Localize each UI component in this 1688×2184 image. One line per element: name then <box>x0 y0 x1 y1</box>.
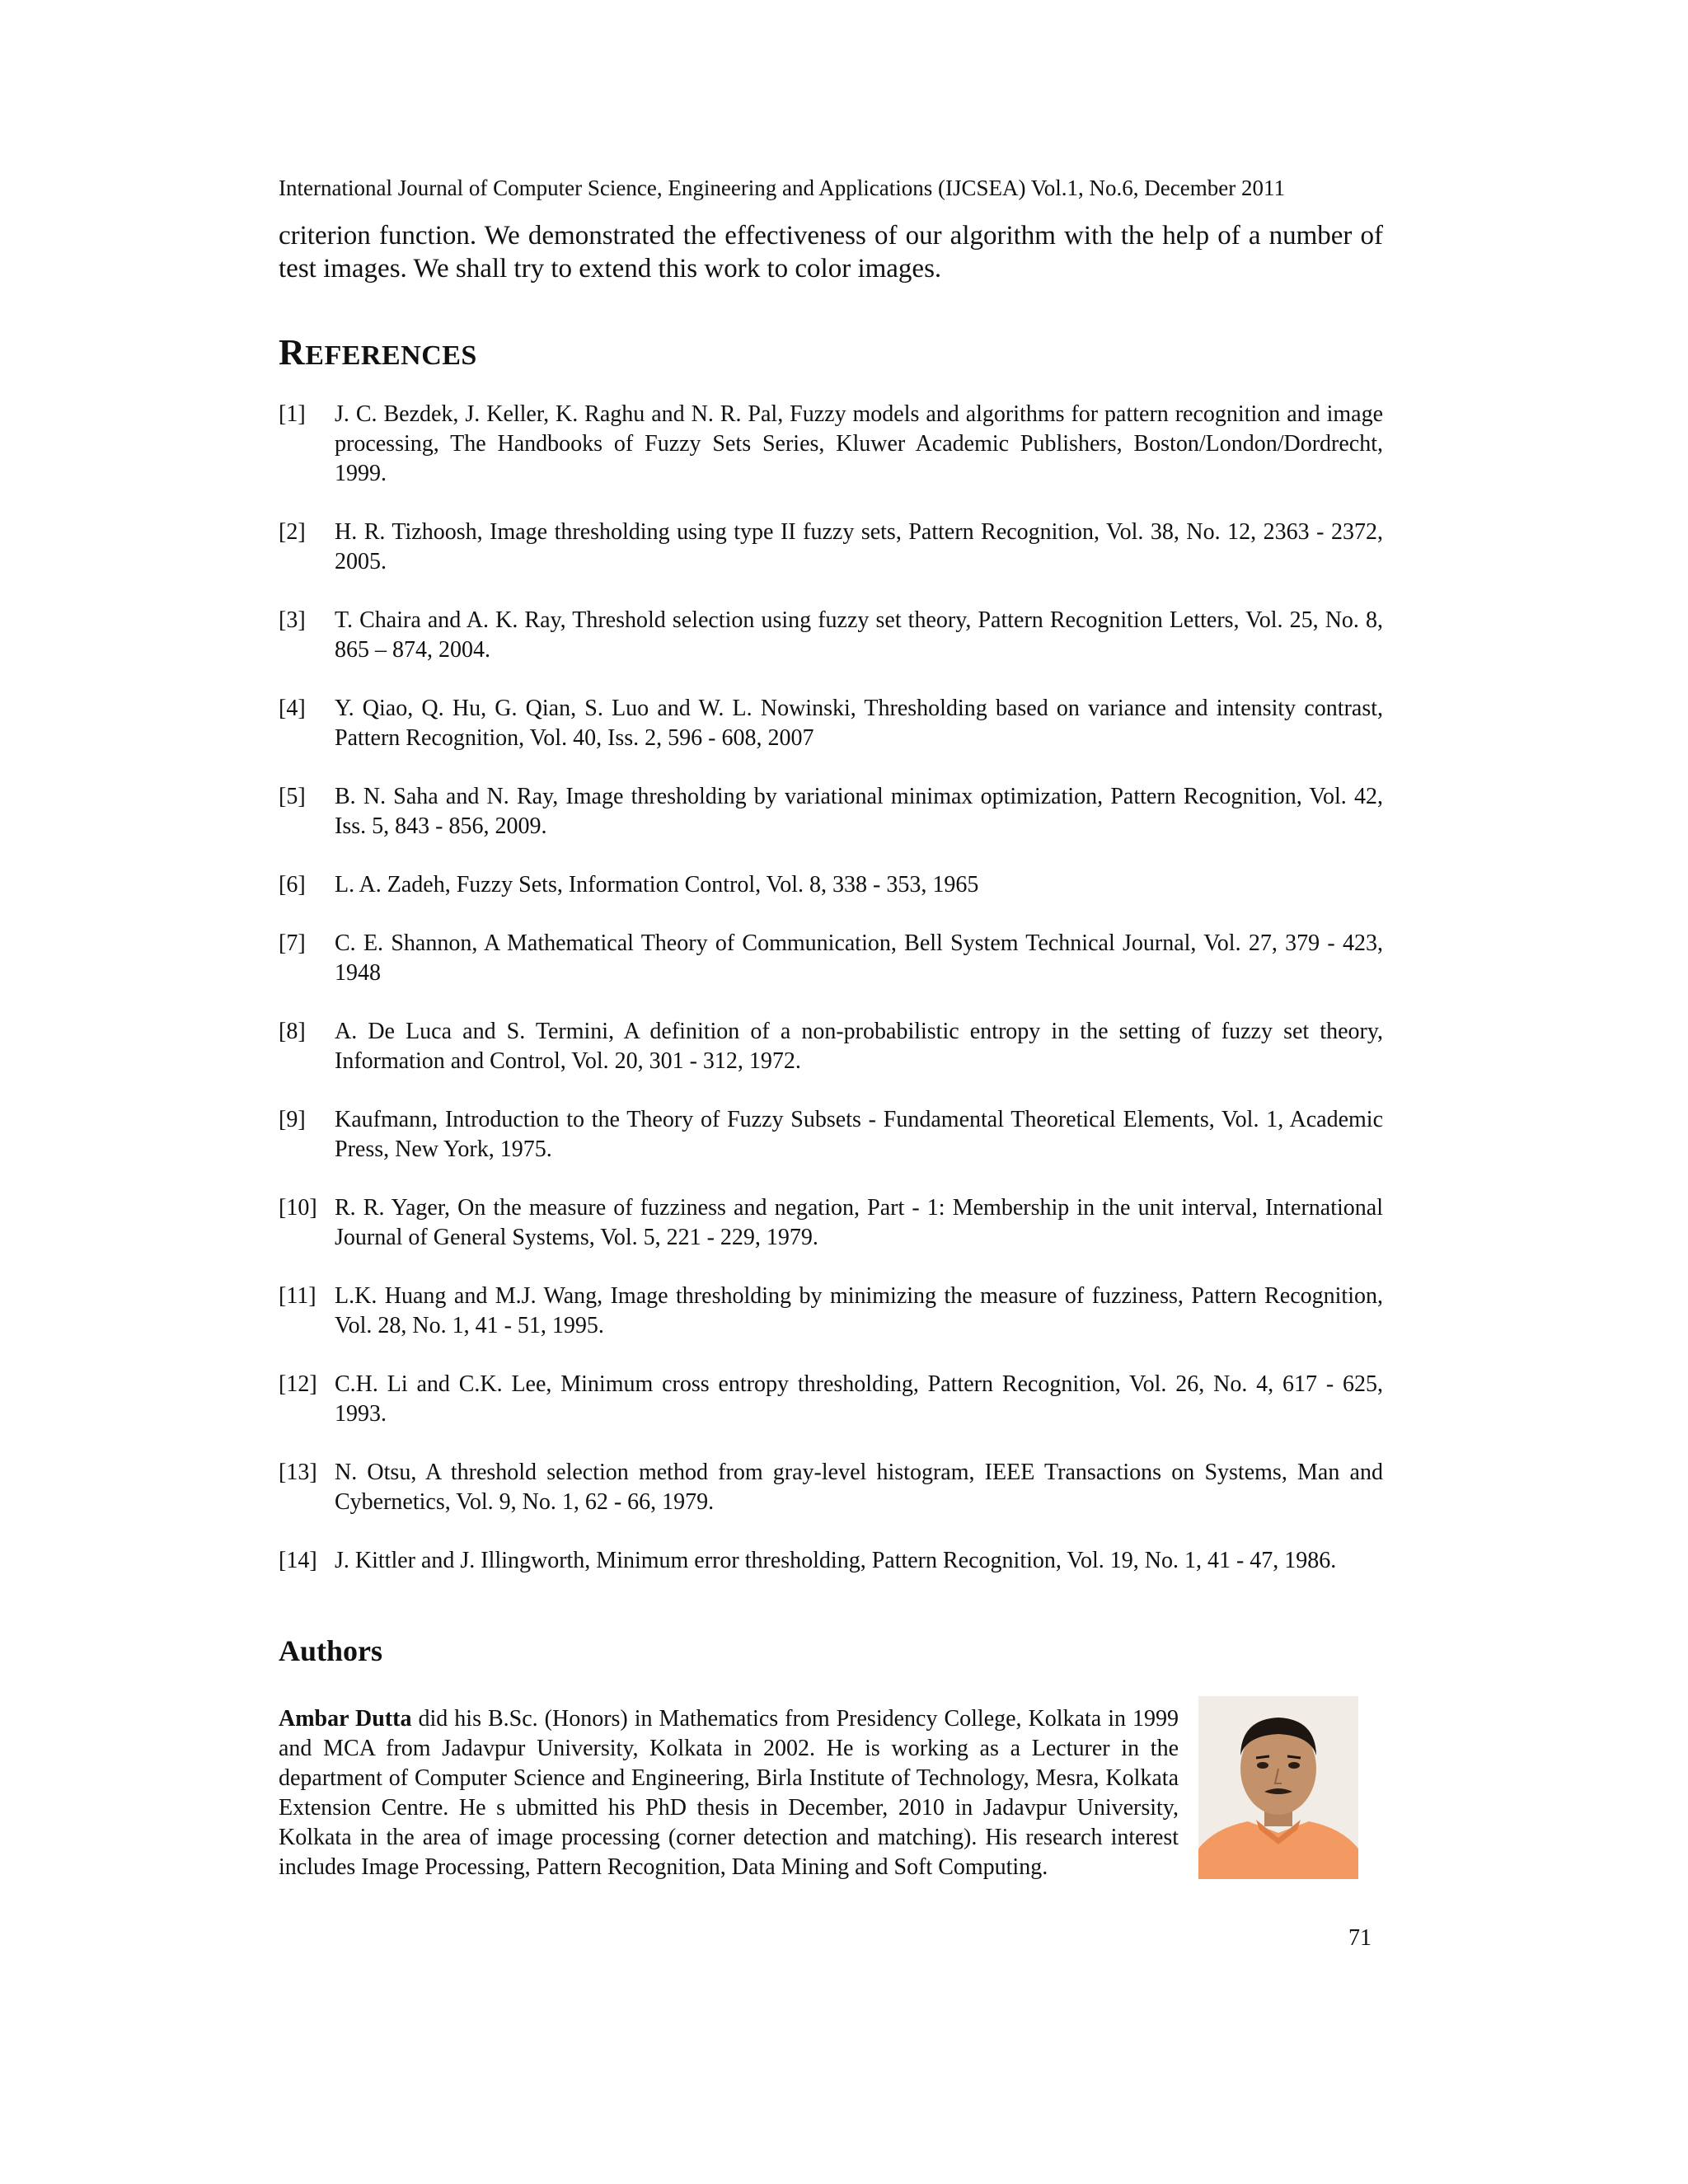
reference-number: [12] <box>279 1371 317 1397</box>
references-list <box>279 400 1383 1605</box>
reference-number: [5] <box>279 784 306 809</box>
reference-item <box>279 782 1383 841</box>
reference-number: [10] <box>279 1195 317 1221</box>
author-photo <box>1198 1696 1358 1879</box>
reference-text: C. E. Shannon, A Mathematical Theory of Communication, Bell System Technical Journal, Vol. 27, 379 - 423, 1948 <box>335 930 1383 986</box>
reference-item <box>279 400 1383 489</box>
reference-text: A. De Luca and S. Termini, A definition of a non-probabilistic entropy in the setting of fuzzy set theory, Information and Control, Vol. 20, 301 - 312, 1972. <box>335 1019 1383 1074</box>
reference-text: J. Kittler and J. Illingworth, Minimum error thresholding, Pattern Recognition, Vol. 19, No. 1, 41 - 47, 1986. <box>335 1548 1337 1573</box>
reference-text: R. R. Yager, On the measure of fuzziness and negation, Part - 1: Membership in the unit interval, International Journal of General Systems, Vol. 5, 221 - 229, 1979. <box>335 1195 1383 1250</box>
reference-text: B. N. Saha and N. Ray, Image thresholding by variational minimax optimization, Pattern Recognition, Vol. 42, Iss. 5, 843 - 856, 2009. <box>335 784 1383 839</box>
author-biography <box>279 1704 1179 1882</box>
reference-item <box>279 1282 1383 1341</box>
author-name: Ambar Dutta <box>279 1706 412 1732</box>
reference-item <box>279 870 1383 900</box>
reference-item <box>279 1193 1383 1253</box>
reference-item <box>279 694 1383 753</box>
page-number: 71 <box>1348 1925 1372 1951</box>
reference-number: [3] <box>279 607 306 633</box>
reference-item <box>279 1458 1383 1517</box>
reference-number: [14] <box>279 1548 317 1573</box>
reference-text: L.K. Huang and M.J. Wang, Image thresholding by minimizing the measure of fuzziness, Pattern Recognition, Vol. 28, No. 1, 41 - 51, 1995. <box>335 1283 1383 1338</box>
reference-item <box>279 1105 1383 1165</box>
reference-item <box>279 606 1383 665</box>
references-heading-initial: R <box>279 332 306 373</box>
reference-text: T. Chaira and A. K. Ray, Threshold selection using fuzzy set theory, Pattern Recognition Letters, Vol. 25, No. 8, 865 – 874, 2004. <box>335 607 1383 663</box>
reference-item <box>279 1370 1383 1429</box>
reference-text: Kaufmann, Introduction to the Theory of Fuzzy Subsets - Fundamental Theoretical Elements, Vol. 1, Academic Press, New York, 1975. <box>335 1107 1383 1162</box>
reference-item <box>279 1017 1383 1076</box>
reference-number: [1] <box>279 401 306 427</box>
reference-text: Y. Qiao, Q. Hu, G. Qian, S. Luo and W. L. Nowinski, Thresholding based on variance and intensity contrast, Pattern Recognition, Vol. 40, Iss. 2, 596 - 608, 2007 <box>335 696 1383 751</box>
reference-number: [11] <box>279 1283 316 1309</box>
reference-number: [2] <box>279 519 306 545</box>
reference-item <box>279 518 1383 577</box>
reference-text: L. A. Zadeh, Fuzzy Sets, Information Control, Vol. 8, 338 - 353, 1965 <box>335 872 979 898</box>
reference-number: [13] <box>279 1460 317 1485</box>
reference-number: [7] <box>279 930 306 956</box>
reference-text: N. Otsu, A threshold selection method from gray-level histogram, IEEE Transactions on Systems, Man and Cybernetics, Vol. 9, No. 1, 62 - 66, 1979. <box>335 1460 1383 1515</box>
reference-number: [6] <box>279 872 306 898</box>
intro-paragraph: criterion function. We demonstrated the effectiveness of our algorithm with the help of a number of test images. We shall try to extend this work to color images. <box>279 221 1383 284</box>
reference-text: J. C. Bezdek, J. Keller, K. Raghu and N. R. Pal, Fuzzy models and algorithms for pattern recognition and image processing, The Handbooks of Fuzzy Sets Series, Kluwer Academic Publishers, Boston/London/Dordrecht, 1999. <box>335 401 1383 486</box>
reference-text: H. R. Tizhoosh, Image thresholding using type II fuzzy sets, Pattern Recognition, Vol. 38, No. 12, 2363 - 2372, 2005. <box>335 519 1383 574</box>
reference-text: C.H. Li and C.K. Lee, Minimum cross entropy thresholding, Pattern Recognition, Vol. 26, No. 4, 617 - 625, 1993. <box>335 1371 1383 1427</box>
references-heading <box>279 333 477 376</box>
running-header: International Journal of Computer Science, Engineering and Applications (IJCSEA) Vol.1, No.6, December 2011 <box>279 176 1285 200</box>
authors-heading: Authors <box>279 1634 383 1667</box>
reference-item <box>279 929 1383 988</box>
references-heading-rest: EFERENCES <box>305 340 477 371</box>
reference-number: [4] <box>279 696 306 721</box>
reference-number: [9] <box>279 1107 306 1132</box>
reference-number: [8] <box>279 1019 306 1044</box>
reference-item <box>279 1546 1383 1576</box>
author-bio-text: did his B.Sc. (Honors) in Mathematics from Presidency College, Kolkata in 1999 and MCA from Jadavpur University, Kolkata in 2002. He is working as a Lecturer in the department of Computer Science and Engineering, Birla Institute of Technology, Mesra, Kolkata Extension Centre. He s ubmitted his PhD thesis in December, 2010 in Jadavpur University, Kolkata in the area of image processing (corner detection and matching). His research interest includes Image Processing, Pattern Recognition, Data Mining and Soft Computing. <box>279 1706 1179 1880</box>
